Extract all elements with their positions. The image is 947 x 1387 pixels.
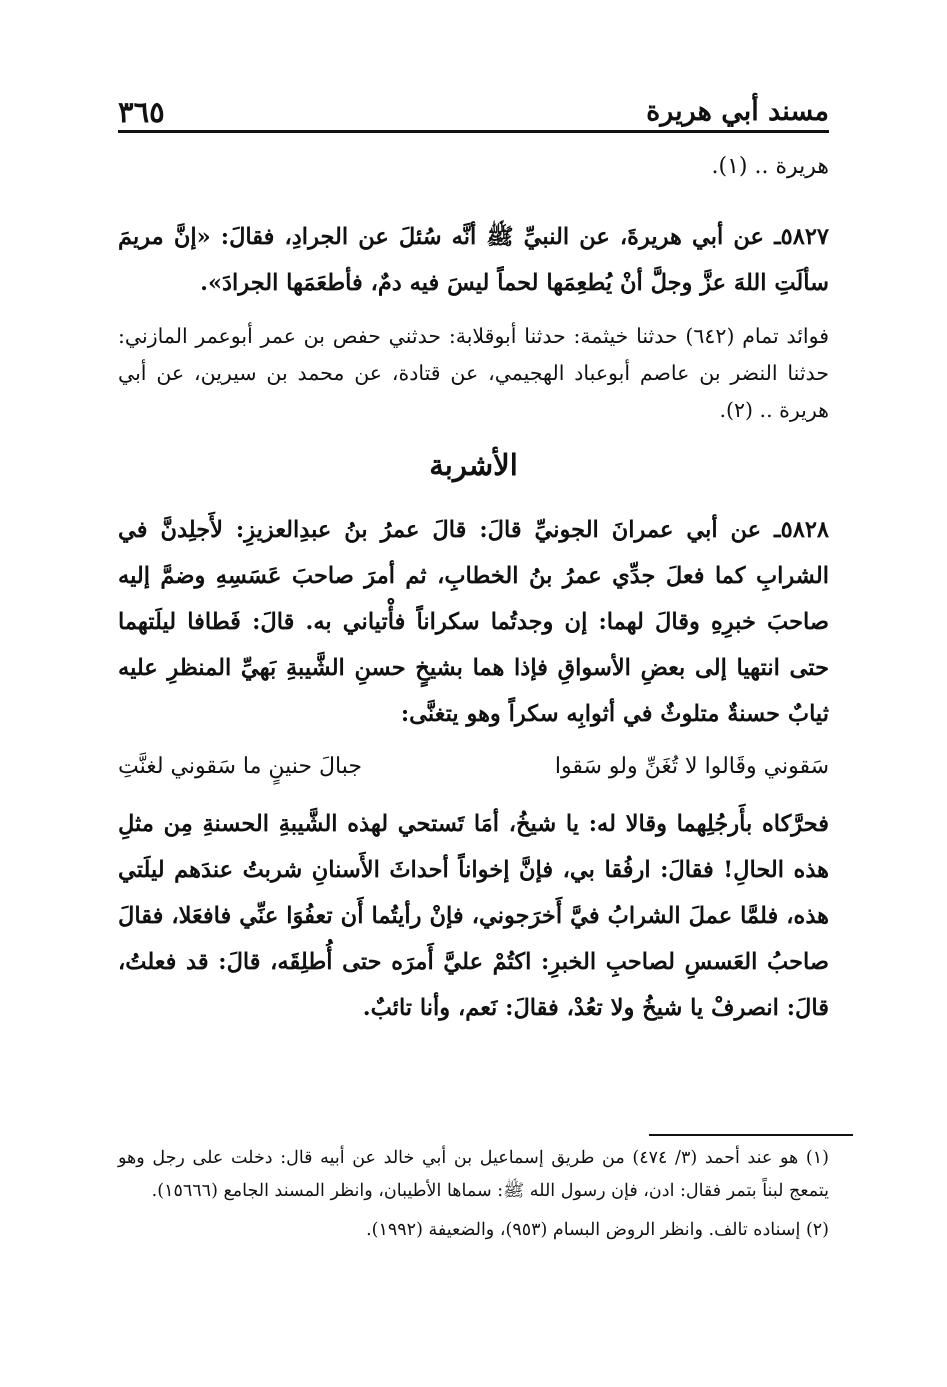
page-body — [118, 148, 829, 1031]
verse-hemistich-second: جبالَ حنينٍ ما سَقوني لغنَّتِ — [118, 754, 362, 779]
poetry-verse — [118, 747, 829, 787]
book-title: مسند أبي هريرة — [646, 96, 829, 127]
continuation-text: هريرة .. (١). — [711, 154, 829, 179]
verse-hemistich-first: سَقوني وقَالوا لا تُغَنِّ ولو سَقوا — [554, 754, 829, 779]
footnote-separator — [649, 1134, 853, 1136]
footnotes — [118, 1142, 829, 1247]
hadith-5827-reference: فوائد تمام (٦٤٢) حدثنا خيثمة: حدثنا أبوقلابة: حدثني حفص بن عمر أبوعمر المازني: حدثنا النضر بن عاصم أبوعباد الهجيمي، عن قتادة، عن محمد بن سيرين، عن أبي هريرة .. (٢). — [118, 324, 829, 422]
hadith-5827: ٥٨٢٧ـ عن أبي هريرةَ، عن النبيِّ ﷺ أنَّه سُئلَ عن الجرادِ، فقالَ: «إنَّ مريمَ سألَتِ اللهَ عزَّ وجلَّ أنْ يُطعِمَها لحماً ليسَ فيه دمٌ، فأطعَمَها الجرادَ». — [118, 224, 829, 296]
footnote-1: (١) هو عند أحمد (٣/ ٤٧٤) من طريق إسماعيل بن أبي خالد عن أبيه قال: دخلت على رجل وهو يتمعج لبناً بتمر فقال: ادن، فإن رسول الله ﷺ: سماها الأطيبان، وانظر المسند الجامع (١٥٦٦٦). — [118, 1148, 829, 1201]
section-heading: الأشربة — [429, 448, 518, 482]
page-number: ٣٦٥ — [118, 95, 165, 129]
running-header — [118, 82, 829, 133]
hadith-5828: ٥٨٢٨ـ عن أبي عمرانَ الجونيِّ قالَ: قالَ عمرُ بنُ عبدِالعزيزِ: لأَجلِدنَّ في الشرابِ كما فعلَ جدِّي عمرُ بنُ الخطابِ، ثم أمرَ صاحبَ عَسَسِهِ وضمَّ إليه صاحبَ خبرِهِ وقالَ لهما: إن وجدتُما سكراناً فأْتياني به. قالَ: فَطافا ليلَتهما حتى انتهيا إلى بعضِ الأسواقِ فإذا هما بشيخٍ حسنِ الشَّيبةِ بَهيِّ المنظرِ عليه ثيابٌ حسنةٌ متلوثٌ في أثوابِه سكراً وهو يتغنَّى: — [118, 517, 829, 727]
hadith-5828-continuation: فحرَّكاه بأَرجُلِهما وقالا له: يا شيخُ، أمَا تَستحي لهذه الشَّيبةِ الحسنةِ مِن مثلِ هذه الحالِ! فقالَ: ارفُقا بي، فإنَّ إخواناً أحداثَ الأَسنانِ شربتُ عندَهم ليلَتي هذه، فلمَّا عملَ الشرابُ فيَّ أَخرَجوني، فإنْ رأيتُما أَن تعفُوَا عنِّي فافعَلا، فقالَ صاحبُ العَسسِ لصاحبِ الخبرِ: اكتُمْ عليَّ أَمرَه حتى أُطلِقَه، قالَ: قد فعلتُ، قالَ: انصرفْ يا شيخُ ولا تعُدْ، فقالَ: نَعم، وأنا تائبٌ. — [118, 811, 829, 1021]
footnote-2: (٢) إسناده تالف. وانظر الروض البسام (٩٥٣)، والضعيفة (١٩٩٢). — [366, 1220, 829, 1240]
